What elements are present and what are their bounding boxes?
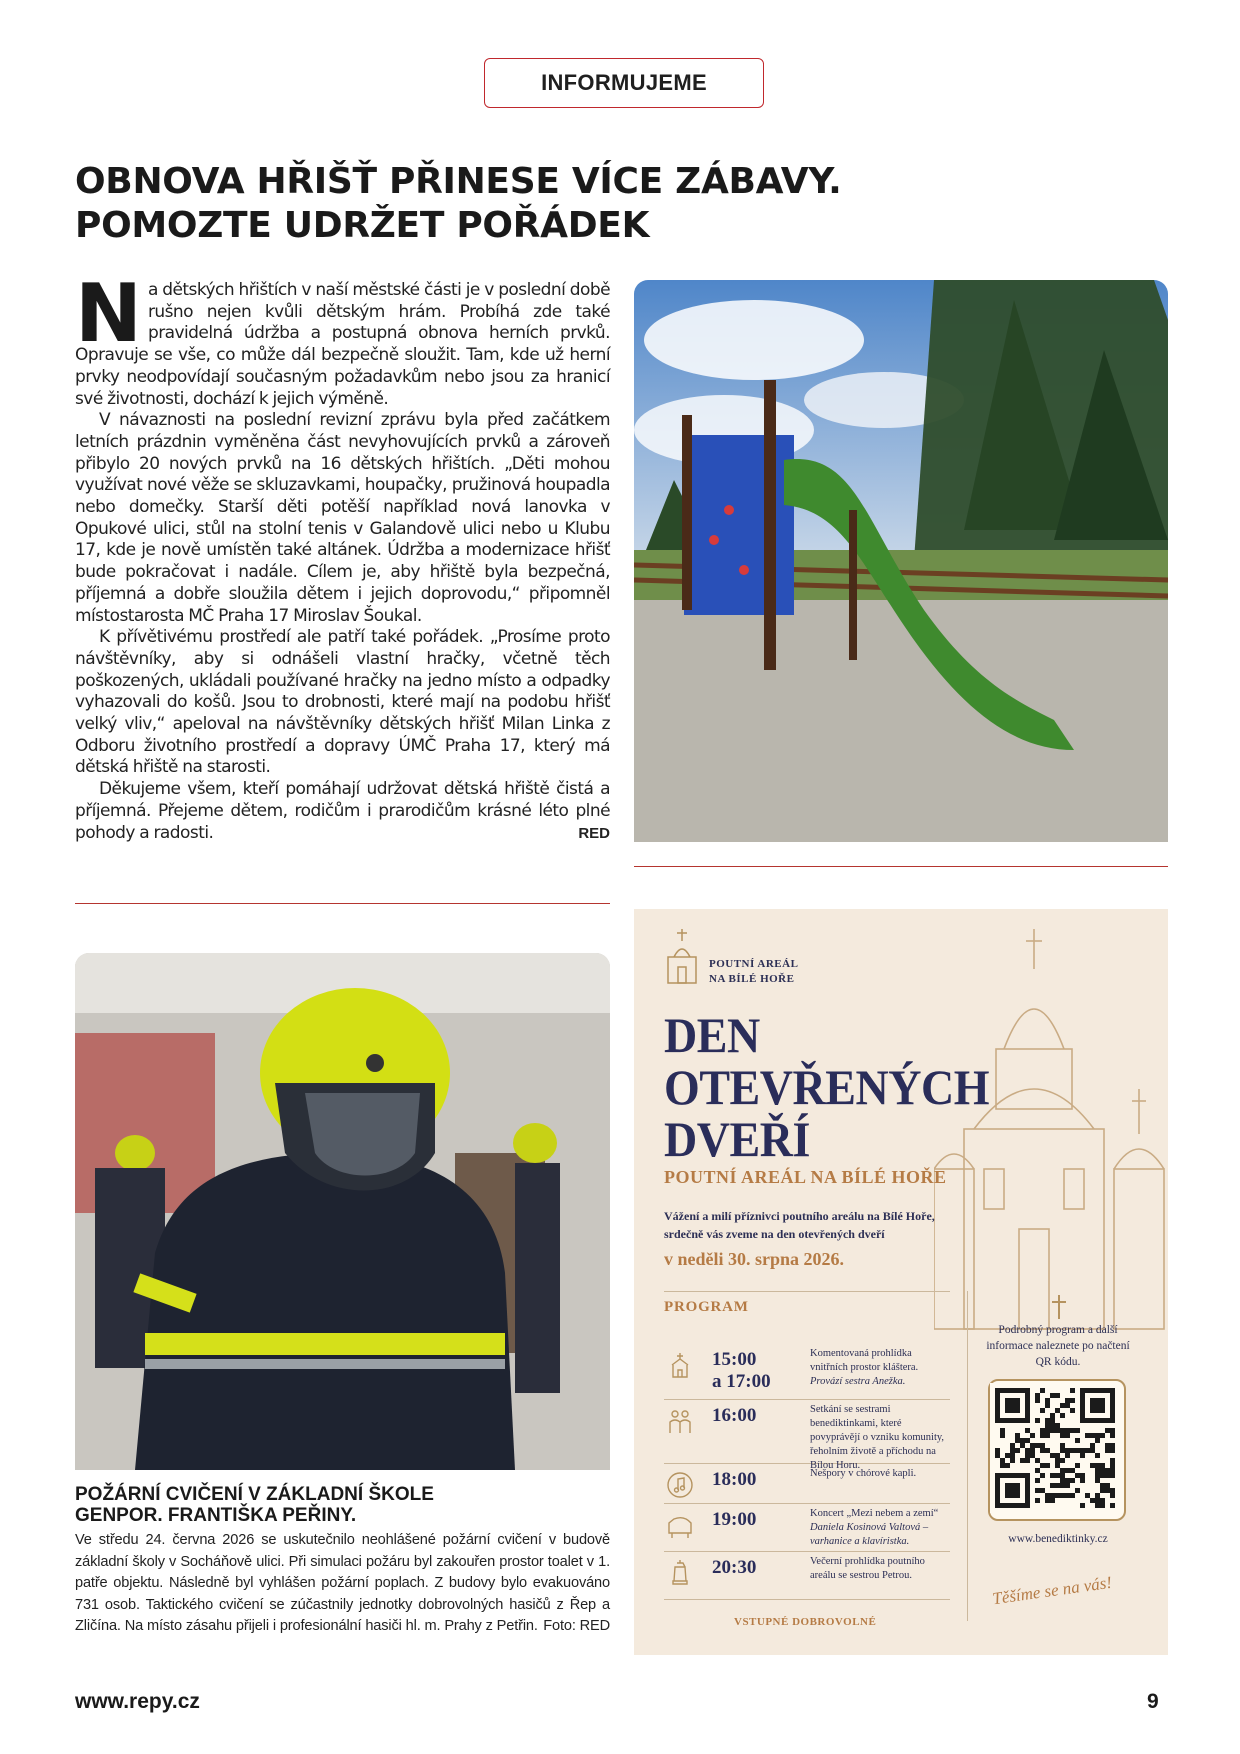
program-note: Provází sestra Anežka. xyxy=(810,1376,906,1387)
poster-organization xyxy=(709,957,798,987)
divider-left xyxy=(75,903,610,904)
qr-code-icon xyxy=(990,1381,1120,1515)
program-row xyxy=(664,1401,950,1471)
fire-drill-title-line-2: GENPOR. FRANTIŠKA PEŘINY. xyxy=(75,1505,357,1526)
article-body xyxy=(75,267,610,844)
firefighter-photo xyxy=(75,953,610,1470)
footer-url[interactable]: www.repy.cz xyxy=(75,1690,200,1713)
program-description xyxy=(810,1555,950,1583)
program-description xyxy=(810,1403,950,1473)
program-row xyxy=(664,1553,950,1600)
program-description xyxy=(810,1507,950,1549)
poster-entry: VSTUPNÉ DOBROVOLNÉ xyxy=(734,1616,877,1628)
fire-drill-text xyxy=(75,1530,610,1638)
program-description-text: Koncert „Mezi nebem a zemí“ xyxy=(810,1508,939,1519)
qr-code[interactable] xyxy=(988,1379,1126,1521)
fire-drill-title-line-1: POŽÁRNÍ CVIČENÍ V ZÁKLADNÍ ŠKOLE xyxy=(75,1484,434,1505)
article-paragraph-3: K přívětivému prostředí ale patří také pořádek. „Prosíme proto návštěvníky, aby si odnášeli vlastní hračky, včetně těch poškozených, ukládali používané hračky na jedno místo a odpadky vyhazovali do košů. Jsou to drobnosti, které mají na podobu hřišť velký vliv,“ apeloval na návštěvníky dětských hřišť Milan Linka z Odboru životního prostředí a dopravy ÚMČ Praha 17, který má dětská hřiště na starosti. xyxy=(75,627,610,778)
divider-right xyxy=(634,866,1168,867)
church-icon xyxy=(666,1351,694,1379)
program-row xyxy=(664,1345,950,1400)
poster-date: v neděli 30. srpna 2026. xyxy=(664,1249,845,1269)
article-paragraph-4-text: Děkujeme všem, kteří pomáhají udržovat dětská hřiště čistá a příjemná. Přejeme dětem, rodičům i prarodičům krásné léto plné pohody a radosti. xyxy=(75,779,610,843)
poster-slogan: Těšíme se na vás! xyxy=(991,1572,1114,1609)
program-time: 19:00 xyxy=(712,1509,757,1530)
program-note: Daniela Kosinová Valtová – varhanice a klavíristka. xyxy=(810,1522,929,1547)
byline: RED xyxy=(578,824,610,842)
poster-url[interactable]: www.benediktinky.cz xyxy=(1008,1533,1108,1545)
fire-drill-text-body: Ve středu 24. června 2026 se uskutečnilo neohlášené požární cvičení v budově základní školy v Socháňově ulici. Při simulaci požáru byl zakouřen prostor toalet v 1. patře objektu. Následně byl vyhlášen požární poplach. Z budovy bylo evakuováno 731 osob. Taktického cvičení se zúčastnily jednotky dobrovolných hasičů z Řep a Zličína. Na místo zásahu přijeli i profesionální hasiči hl. m. Prahy z Petřin. xyxy=(75,1532,610,1634)
poster-org-line-1: POUTNÍ AREÁL xyxy=(709,958,799,970)
program-description xyxy=(810,1347,950,1389)
firefighter-illustration xyxy=(75,953,610,1470)
article-paragraph-2: V návaznosti na poslední revizní zprávu byla před začátkem letních prázdnin vyměněna část nevyhovujících prvků a zároveň přibylo 20 nových prvků na 16 dětských hřištích. „Děti mohou využívat nové věže se skluzavkami, houpačky, pružinová houpadla nebo domečky. Starší děti potěší například nová lanovka v Opukové ulici, stůl na stolní tenis v Galandově ulici nebo u Klubu 17, kde je nově umístěn také altánek. Údržba a modernizace hřišť bude pokračovat i nadále. Cílem je, aby hřiště byla bezpečná, příjemná a dobře sloužila dětem i jejich doprovodu,“ připomněl místostarosta MČ Praha 17 Miroslav Šoukal. xyxy=(75,410,610,626)
program-time: 16:00 xyxy=(712,1405,757,1426)
cross-icon xyxy=(1050,1295,1068,1319)
church-logo-icon xyxy=(662,927,702,987)
lantern-icon xyxy=(666,1559,694,1587)
playground-photo xyxy=(634,280,1168,842)
poster-vertical-divider xyxy=(967,1291,968,1621)
photo-credit: Foto: RED xyxy=(543,1618,610,1634)
open-day-poster xyxy=(634,909,1168,1655)
program-description xyxy=(810,1467,950,1481)
drop-cap: N xyxy=(75,267,142,360)
piano-icon xyxy=(666,1511,694,1539)
poster-title-line-1: DEN xyxy=(664,1007,760,1063)
poster-program-label: PROGRAM xyxy=(664,1299,749,1315)
program-description-text: Večerní prohlídka poutního areálu se sestrou Petrou. xyxy=(810,1556,925,1581)
poster-title-line-2: OTEVŘENÝCH xyxy=(664,1059,990,1115)
people-icon xyxy=(666,1407,694,1435)
headline xyxy=(75,160,975,248)
program-time: 20:30 xyxy=(712,1557,757,1578)
program-description-text: Nešpory v chórové kapli. xyxy=(810,1468,917,1479)
poster-side-info: Podrobný program a další informace naleznete po načtení QR kódu. xyxy=(986,1324,1130,1368)
article-paragraph-4 xyxy=(75,779,610,844)
program-row xyxy=(664,1465,950,1504)
music-note-icon xyxy=(666,1471,694,1499)
poster-divider xyxy=(664,1291,950,1292)
poster-intro: Vážení a milí příznivci poutního areálu na Bílé Hoře, srdečně vás zveme na den otevřených dveří xyxy=(664,1209,935,1241)
program-time: 18:00 xyxy=(712,1469,757,1490)
program-row xyxy=(664,1505,950,1552)
section-tag: INFORMUJEME xyxy=(484,58,764,108)
poster-title xyxy=(664,1009,989,1165)
headline-line-2: POMOZTE UDRŽET POŘÁDEK xyxy=(75,205,650,246)
headline-line-1: OBNOVA HŘIŠŤ PŘINESE VÍCE ZÁBAVY. xyxy=(75,161,842,202)
program-description-text: Setkání se sestrami benediktinkami, které povyprávějí o vzniku komunity, řeholním životě a příchodu na Bílou Horu. xyxy=(810,1404,945,1471)
page-number: 9 xyxy=(1147,1690,1159,1713)
program-description-text: Komentovaná prohlídka vnitřních prostor kláštera. xyxy=(810,1348,919,1373)
poster-org-line-2: NA BÍLÉ HOŘE xyxy=(709,973,795,985)
article-paragraph-1 xyxy=(75,267,610,410)
program-time: 15:00 a 17:00 xyxy=(712,1349,771,1392)
poster-subtitle: POUTNÍ AREÁL NA BÍLÉ HOŘE xyxy=(664,1167,947,1187)
fire-drill-title xyxy=(75,1484,610,1526)
playground-illustration xyxy=(634,280,1168,842)
article-paragraph-1-text: a dětských hřištích v naší městské části je v poslední době rušno nejen kvůli dětským hrám. Probíhá zde také pravidelná údržba a postupná obnova herních prvků. Opravuje se vše, co může dál bezpečně sloužit. Tam, kde už herní prvky neodpovídají současným požadavkům nebo jsou za hranicí své životnosti, dochází k jejich výměně. xyxy=(75,280,610,409)
poster-title-line-3: DVEŘÍ xyxy=(664,1111,810,1167)
